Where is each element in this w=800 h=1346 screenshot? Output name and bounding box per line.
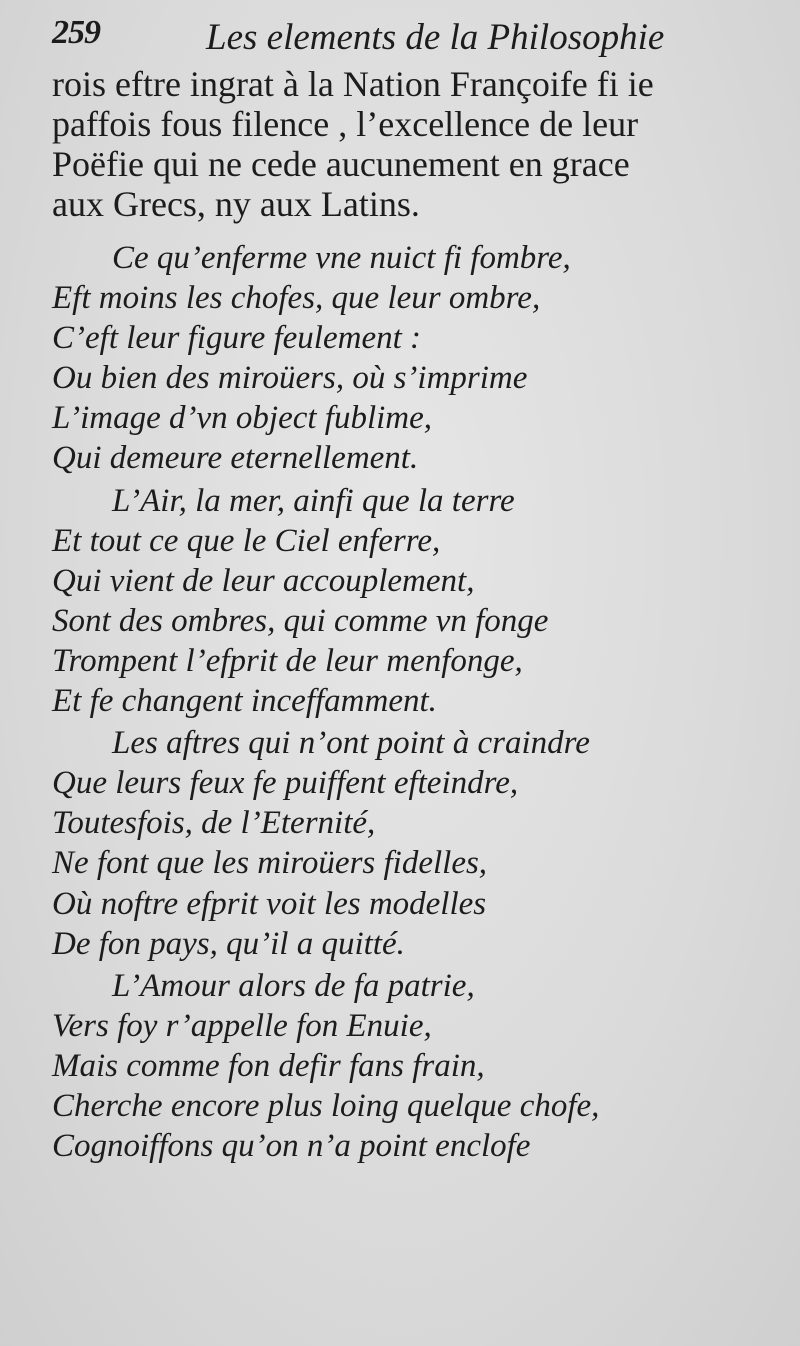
- verse-line: Mais comme fon defir fans frain,: [52, 1047, 485, 1084]
- verse-line: De fon pays, qu’il a quitté.: [52, 925, 405, 962]
- prose-line: paffois fous filence , l’excellence de leur: [52, 104, 639, 144]
- verse-line: Qui vient de leur accouplement,: [52, 562, 475, 599]
- verse-line: Cognoiffons qu’on n’a point enclofe: [52, 1128, 531, 1165]
- verse-line: Eft moins les chofes, que leur ombre,: [52, 280, 541, 317]
- prose-line: aux Grecs, ny aux Latins.: [52, 184, 420, 224]
- verse-line: Cherche encore plus loing quelque chofe,: [52, 1087, 600, 1124]
- verse-line: Ou bien des miroüers, où s’imprime: [52, 360, 528, 397]
- verse-line: Qui demeure eternellement.: [52, 440, 419, 477]
- running-head: Les elements de la Philosophie: [206, 17, 665, 58]
- prose-line: Poëfie qui ne cede aucunement en grace: [52, 144, 630, 184]
- verse-line: Vers foy r’appelle fon Enuie,: [52, 1007, 432, 1044]
- verse-line: Et fe changent inceffamment.: [52, 683, 437, 720]
- verse-line: Ce qu’enferme vne nuict fi fombre,: [112, 240, 571, 276]
- prose-paragraph: [52, 64, 772, 224]
- stanza-3: [52, 723, 782, 964]
- poem: [52, 238, 782, 1166]
- page-number: 259: [52, 14, 100, 51]
- verse-line: Ne font que les miroüers fidelles,: [52, 845, 488, 882]
- stanza-1: [52, 238, 782, 479]
- stanza-4: [52, 966, 782, 1166]
- verse-line: L’Amour alors de fa patrie,: [112, 967, 475, 1004]
- stanza-2: [52, 481, 782, 722]
- verse-line: Les aftres qui n’ont point à craindre: [112, 725, 590, 762]
- page-header: [52, 14, 772, 58]
- verse-line: Et tout ce que le Ciel enferre,: [52, 522, 441, 559]
- verse-line: Où noftre efprit voit les modelles: [52, 885, 487, 922]
- prose-line: rois eftre ingrat à la Nation Françoife fi ie: [52, 64, 654, 104]
- verse-line: Sont des ombres, qui comme vn fonge: [52, 602, 549, 639]
- verse-line: C’eft leur figure feulement :: [52, 320, 422, 357]
- verse-line: Que leurs feux fe puiffent efteindre,: [52, 765, 519, 802]
- verse-line: L’Air, la mer, ainfi que la terre: [112, 482, 515, 519]
- verse-line: Trompent l’efprit de leur menfonge,: [52, 642, 523, 679]
- verse-line: Toutesfois, de l’Eternité,: [52, 805, 376, 842]
- verse-line: L’image d’vn object fublime,: [52, 400, 433, 437]
